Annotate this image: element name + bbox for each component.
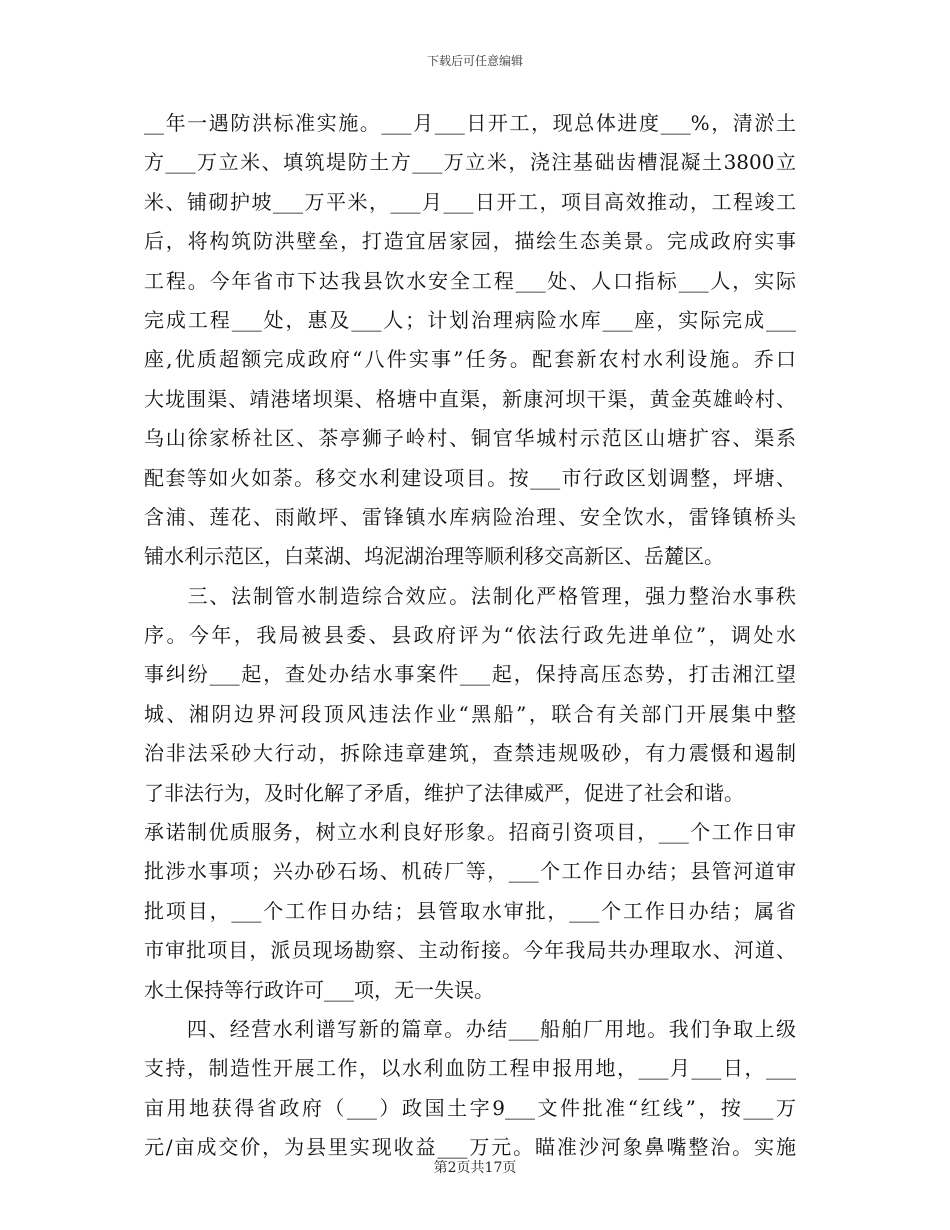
text-line: 市审批项目，派员现场勘察、主动衔接。今年我局共办理取水、河道、 [144,938,796,963]
text-line: 城、湘阴边界河段顶风违法作业“黑船”，联合有关部门开展集中整 [144,701,796,726]
page-header: 下载后可任意编辑 [426,54,523,68]
text-line: 批涉水事项；兴办砂石场、机砖厂等，___个工作日办结；县管河道审 [144,859,796,884]
text-line: 工程。今年省市下达我县饮水安全工程___处、人口指标___人，实际 [144,268,796,293]
paragraph-start-line: 三、法制管水制造综合效应。法制化严格管理，强力整治水事秩 [144,583,796,608]
text-line: 座,优质超额完成政府“八件实事”任务。配套新农村水利设施。乔口 [144,347,796,372]
text-line: 米、铺砌护坡___万平米，___月___日开工，项目高效推动，工程竣工 [144,189,796,214]
paragraph-end-line: 铺水利示范区，白菜湖、坞泥湖治理等顺利移交高新区、岳麓区。 [144,544,724,569]
text-line: 支持，制造性开展工作，以水利血防工程申报用地，___月___日，___ [144,1056,796,1081]
text-line: 承诺制优质服务，树立水利良好形象。招商引资项目，___个工作日审 [144,820,796,845]
text-line: 含浦、莲花、雨敞坪、雷锋镇水库病险治理、安全饮水，雷锋镇桥头 [144,504,796,529]
text-line: 批项目，___个工作日办结；县管取水审批，___个工作日办结；属省 [144,898,796,923]
text-line: 序。今年，我局被县委、县政府评为“依法行政先进单位”，调处水 [144,623,796,648]
text-line: 完成工程___处，惠及___人；计划治理病险水库___座，实际完成___ [144,307,796,332]
text-line: 了非法行为，及时化解了矛盾，维护了法律威严，促进了社会和谐。 [144,780,744,805]
text-line: 亩用地获得省政府（___）政国土字9___文件批准“红线”，按___万 [144,1095,796,1120]
text-line: 乌山徐家桥社区、茶亭狮子岭村、铜官华城村示范区山塘扩容、渠系 [144,426,796,451]
paragraph-end-line: 水土保持等行政许可___项，无一失误。 [144,977,494,1002]
text-line: 事纠纷___起，查处办结水事案件___起，保持高压态势，打击湘江望 [144,662,796,687]
text-line: 治非法采砂大行动，拆除违章建筑，查禁违规吸砂，有力震慑和遏制 [144,741,796,766]
text-line: __年一遇防洪标准实施。___月___日开工，现总体进度___%，清淤土 [144,111,796,135]
paragraph-start-line: 四、经营水利谱写新的篇章。办结___船舶厂用地。我们争取上级 [144,1016,796,1041]
text-line: 后，将构筑防洪壁垒，打造宜居家园，描绘生态美景。完成政府实事 [144,229,796,254]
document-body [144,104,796,1168]
page-footer: 第2页共17页 [433,1160,517,1176]
text-line: 方___万立米、填筑堤防土方___万立米，浇注基础齿槽混凝土3800立 [144,150,796,175]
text-line: 配套等如火如荼。移交水利建设项目。按___市行政区划调整，坪塘、 [144,465,796,490]
text-line: 元/亩成交价，为县里实现收益___万元。瞄准沙河象鼻嘴整治。实施 [144,1135,796,1160]
text-line: 大垅围渠、靖港堵坝渠、格塘中直渠，新康河坝干渠，黄金英雄岭村、 [144,386,796,411]
